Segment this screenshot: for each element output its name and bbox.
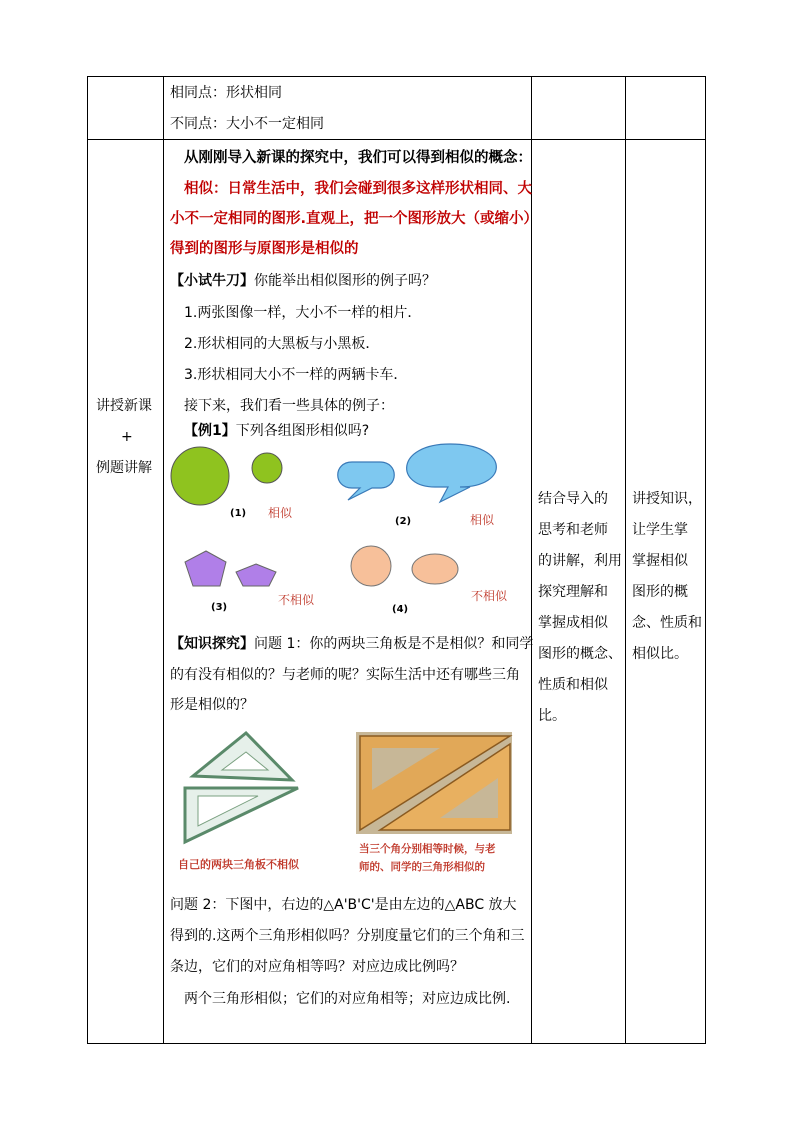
- student-activity-line: 掌握成相似: [538, 615, 608, 631]
- definition-line-3: 得到的图形与原图形是相似的: [170, 241, 359, 257]
- trial-tag: 【小试牛刀】: [170, 273, 254, 289]
- definition-line-2: 小不一定相同的图形.直观上，把一个图形放大（或缩小）: [170, 211, 539, 227]
- photo2-caption-line-2: 师的、同学的三角形相似的: [359, 861, 485, 873]
- trial-question: 你能举出相似图形的例子吗？: [254, 273, 436, 289]
- design-intent-line: 让学生掌: [632, 522, 688, 538]
- definition-line-1: 相似：日常生活中，我们会碰到很多这样形状相同、大: [184, 181, 532, 197]
- figure-label: (3): [211, 602, 228, 613]
- design-intent-line: 念、性质和: [632, 615, 702, 631]
- explore-tag: 【知识探究】: [170, 636, 254, 652]
- explore-line-2: 的有没有相似的？与老师的呢？实际生活中还有哪些三角: [170, 667, 520, 683]
- design-intent-line: 图形的概: [632, 584, 688, 600]
- trial-item: 3.形状相同大小不一样的两辆卡车．: [184, 367, 408, 383]
- figure-answer: 不相似: [471, 589, 508, 603]
- student-activity-line: 比。: [538, 708, 566, 724]
- difference-point: 不同点：大小不一定相同: [170, 116, 324, 132]
- student-activity-line: 思考和老师: [538, 522, 608, 538]
- photo-own-rulers: [176, 722, 304, 847]
- figure-answer: 不相似: [278, 593, 315, 607]
- stage-label-new-lesson: 讲授新课: [96, 398, 152, 414]
- stage-label-plus: +: [121, 429, 133, 445]
- question-2-line-3: 条边，它们的对应角相等吗？对应边成比例吗？: [170, 959, 464, 975]
- student-activity-line: 性质和相似: [538, 677, 608, 693]
- student-activity-line: 结合导入的: [538, 491, 608, 507]
- figure-label: (4): [392, 604, 409, 615]
- explore-text: 问题 1：你的两块三角板是不是相似？和同学: [254, 636, 534, 652]
- photo1-caption: 自己的两块三角板不相似: [178, 858, 299, 871]
- figure-answer: 相似: [470, 513, 495, 527]
- design-intent-line: 掌握相似: [632, 553, 688, 569]
- question-2-line-1: 问题 2：下图中，右边的△A'B'C'是由左边的△ABC 放大: [170, 897, 517, 913]
- design-intent-line: 讲授知识，: [632, 491, 702, 507]
- student-activity-line: 的讲解，利用: [538, 553, 622, 569]
- student-activity-line: 探究理解和: [538, 584, 608, 600]
- figure-label: (2): [395, 516, 412, 527]
- similarity-point: 相同点：形状相同: [170, 85, 282, 101]
- trial-item: 1.两张图像一样，大小不一样的相片．: [184, 305, 422, 321]
- photo2-caption-line-1: 当三个角分别相等时候，与老: [359, 843, 496, 855]
- figure-answer: 相似: [268, 506, 293, 520]
- figure-label: (1): [230, 508, 247, 519]
- intro-text: 从刚刚导入新课的探究中，我们可以得到相似的概念：: [184, 150, 532, 166]
- example-question: 下列各组图形相似吗?: [235, 423, 370, 439]
- example-tag: 【例1】: [184, 423, 236, 439]
- stage-label-examples: 例题讲解: [96, 460, 152, 476]
- trial-item: 2.形状相同的大黑板与小黑板．: [184, 336, 380, 352]
- photo-teacher-rulers: [356, 732, 512, 834]
- design-intent-line: 相似比。: [632, 646, 688, 662]
- question-2-answer: 两个三角形相似；它们的对应角相等；对应边成比例.: [184, 991, 511, 1007]
- explore-line-3: 形是相似的？: [170, 697, 254, 713]
- student-activity-line: 图形的概念、: [538, 646, 622, 662]
- question-2-line-2: 得到的.这两个三角形相似吗？分别度量它们的三个角和三: [170, 928, 525, 944]
- next-text: 接下来，我们看一些具体的例子：: [184, 398, 394, 414]
